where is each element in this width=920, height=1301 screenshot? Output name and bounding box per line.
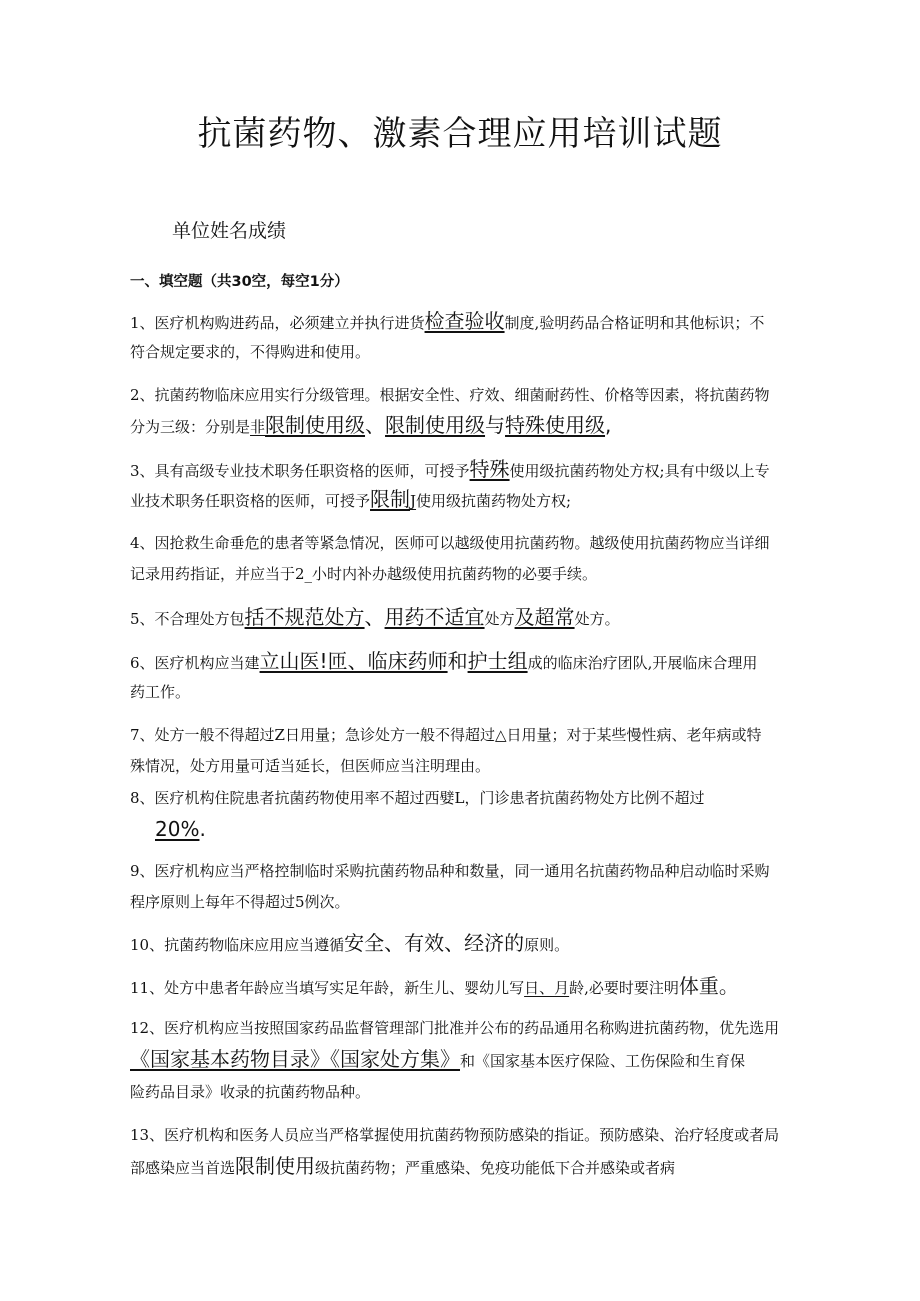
- page-title: 抗菌药物、激素合理应用培训试题: [197, 114, 723, 154]
- q3-answer-2: 限制: [370, 487, 411, 511]
- q3-line-2: 业技术职务任职资格的医师，可授予限制J使用级抗菌药物处方权;: [130, 487, 572, 511]
- q6-answer-2: 护士组: [467, 649, 528, 673]
- q7-line-2: 殊情况，处方用量可适当延长，但医师应当注明理由。: [130, 757, 491, 775]
- q8-line-1: 8、医疗机构住院患者抗菌药物使用率不超过西嬖L，门诊患者抗菌药物处方比例不超过: [130, 789, 705, 807]
- q8-line-2: 20%.: [155, 817, 206, 841]
- q10-answer: 安全、有效、经济的: [344, 931, 525, 955]
- q13-line-2: 部感染应当首选限制使用级抗菌药物；严重感染、免疫功能低下合并感染或者病: [130, 1154, 676, 1178]
- q4-line-1: 4、因抢救生命垂危的患者等紧急情况，医师可以越级使用抗菌药物。越级使用抗菌药物应当详细: [130, 534, 770, 552]
- q5-line-1: 5、不合理处方包括不规范处方、用药不适宜处方及超常处方。: [130, 605, 620, 629]
- q5-answer-2: 用药不适宜: [384, 605, 485, 629]
- q7-line-1: 7、处方一般不得超过Z日用量；急诊处方一般不得超过△日用量；对于某些慢性病、老年病或特: [130, 726, 762, 744]
- q13-line-1: 13、医疗机构和医务人员应当严格掌握使用抗菌药物预防感染的指证。预防感染、治疗轻度或者局: [130, 1126, 780, 1144]
- q8-answer: 20%: [155, 817, 200, 841]
- q6-answer-1: 立山医!匝、临床药师: [259, 649, 448, 673]
- q1-line-1: 1、医疗机构购进药品，必须建立并执行进货检查验收制度,验明药品合格证明和其他标识；不: [130, 309, 765, 333]
- q2-line-1: 2、抗菌药物临床应用实行分级管理。根据安全性、疗效、细菌耐药性、价格等因素，将抗菌药物: [130, 386, 770, 404]
- q2-line-2: 分为三级：分别是非限制使用级、限制使用级与特殊使用级,: [130, 413, 612, 437]
- q3-line-1: 3、具有高级专业技术职务任职资格的医师，可授予特殊使用级抗菌药物处方权;具有中级以上专: [130, 457, 770, 481]
- q11-answer-2: 体重。: [678, 974, 739, 998]
- q6-line-1: 6、医疗机构应当建立山医!匝、临床药师和护士组成的临床治疗团队,开展临床合理用: [130, 649, 758, 673]
- q1-answer: 检查验收: [424, 309, 505, 333]
- q5-answer-3: 及超常: [514, 605, 575, 629]
- q11-line-1: 11、处方中患者年龄应当填写实足年龄，新生儿、婴幼儿写日、月龄,必要时要注明体重。: [130, 974, 739, 998]
- q6-line-2: 药工作。: [130, 683, 191, 701]
- unit-name-score-line: 单位姓名成绩: [172, 220, 287, 242]
- q2-answer-1: 限制使用级: [265, 413, 366, 437]
- q9-line-1: 9、医疗机构应当严格控制临时采购抗菌药物品种和数量，同一通用名抗菌药物品种启动临时采购: [130, 862, 770, 880]
- q2-answer-2: 限制使用级: [385, 413, 486, 437]
- q12-line-3: 险药品目录》收录的抗菌药物品种。: [130, 1083, 371, 1101]
- q5-answer-1: 括不规范处方: [244, 605, 365, 629]
- q2-answer-3: 特殊使用级: [505, 413, 606, 437]
- q3-answer-1: 特殊: [469, 457, 510, 481]
- q12-line-1: 12、医疗机构应当按照国家药品监督管理部门批准并公布的药品通用名称购进抗菌药物，优先选用: [130, 1019, 780, 1037]
- q4-line-2: 记录用药指证，并应当于2_小时内补办越级使用抗菌药物的必要手续。: [130, 565, 598, 583]
- q12-answer: 《国家基本药物目录》《国家处方集》: [130, 1047, 460, 1071]
- q9-line-2: 程序原则上每年不得超过5例次。: [130, 893, 350, 911]
- q12-line-2: 《国家基本药物目录》《国家处方集》和《国家基本医疗保险、工伤保险和生育保: [130, 1047, 746, 1071]
- q13-answer: 限制使用: [235, 1154, 316, 1178]
- section-heading-fill-blank: 一、填空题（共30空，每空1分）: [130, 274, 349, 290]
- q11-answer-1: 日、月: [524, 979, 570, 997]
- q1-line-2: 符合规定要求的，不得购进和使用。: [130, 343, 371, 361]
- q10-line-1: 10、抗菌药物临床应用应当遵循安全、有效、经济的原则。: [130, 931, 570, 955]
